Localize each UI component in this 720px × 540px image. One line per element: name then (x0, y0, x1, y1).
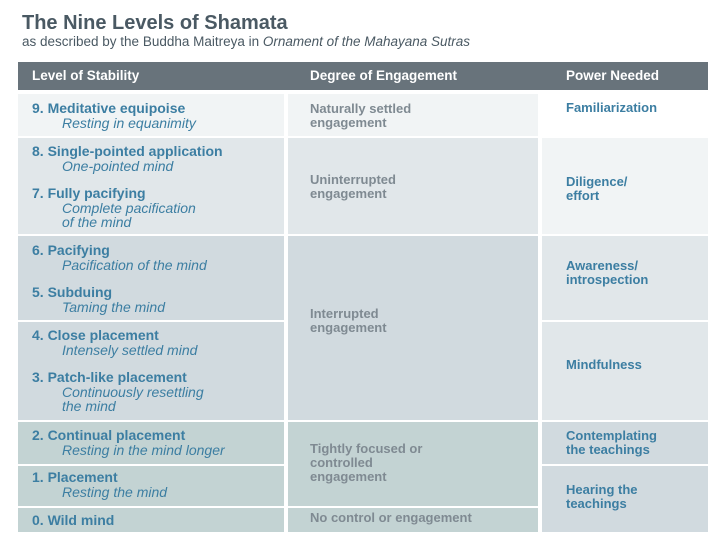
level-row-0 (18, 508, 284, 532)
level-9-name: 9. Meditative equipoise (32, 100, 186, 116)
header-power: Power Needed (566, 68, 660, 83)
level-7-name: 7. Fully pacifying (32, 185, 146, 201)
power-3-line2: introspection (566, 272, 649, 287)
page-subtitle (22, 34, 470, 49)
power-cell-3 (542, 236, 708, 320)
engagement-cell-2 (288, 138, 538, 234)
power-cell-4 (542, 322, 708, 420)
level-7-desc-2: of the mind (62, 214, 132, 230)
subtitle-work: Ornament of the Mahayana Sutras (262, 34, 471, 49)
header-level: Level of Stability (32, 68, 140, 83)
level-group-2 (18, 138, 284, 234)
power-6-line2: teachings (566, 496, 627, 511)
engagement-cell-1 (288, 94, 538, 136)
engagement-5-line1: No control or engagement (310, 510, 472, 525)
level-4-name: 4. Close placement (32, 327, 159, 343)
level-8-name: 8. Single-pointed application (32, 143, 223, 159)
engagement-4-line2: controlled (310, 455, 373, 470)
level-1-desc: Resting the mind (62, 484, 168, 500)
level-group-3b (18, 322, 284, 420)
engagement-cell-4 (288, 422, 538, 506)
power-2-line1: Diligence/ (566, 174, 628, 189)
level-5-desc: Taming the mind (62, 299, 165, 315)
level-4-desc: Intensely settled mind (62, 342, 198, 358)
power-cell-2 (542, 138, 708, 234)
level-row-1 (18, 466, 284, 506)
level-2-name: 2. Continual placement (32, 427, 186, 443)
subtitle-prefix: as described by the Buddha Maitreya in (22, 34, 260, 49)
engagement-cell-3 (288, 236, 538, 420)
power-cell-1 (542, 94, 708, 136)
level-row-2 (18, 422, 284, 464)
level-9-desc: Resting in equanimity (62, 115, 196, 131)
engagement-3-line1: Interrupted (310, 306, 379, 321)
engagement-3-line2: engagement (310, 320, 387, 335)
level-3-desc-2: the mind (62, 398, 116, 414)
table-header (18, 62, 708, 90)
power-2-line2: effort (566, 188, 600, 203)
level-6-name: 6. Pacifying (32, 242, 110, 258)
header-engagement: Degree of Engagement (310, 68, 458, 83)
power-3-line1: Awareness/ (566, 258, 639, 273)
power-5-line1: Contemplating (566, 428, 657, 443)
engagement-4-line3: engagement (310, 469, 387, 484)
level-7-desc: Complete pacification (62, 200, 196, 216)
level-3-name: 3. Patch-like placement (32, 369, 187, 385)
level-1-name: 1. Placement (32, 469, 118, 485)
power-4-line1: Mindfulness (566, 357, 642, 372)
level-2-desc: Resting in the mind longer (62, 442, 225, 458)
power-6-line1: Hearing the (566, 482, 638, 497)
power-cell-5 (542, 422, 708, 464)
engagement-1-line1: Naturally settled (310, 101, 412, 116)
engagement-1-line2: engagement (310, 115, 387, 130)
page-title: The Nine Levels of Shamata (22, 12, 288, 34)
engagement-4-line1: Tightly focused or (310, 441, 423, 456)
engagement-2-line1: Uninterrupted (310, 172, 396, 187)
power-cell-6 (542, 466, 708, 532)
level-6-desc: Pacification of the mind (62, 257, 207, 273)
power-5-line2: the teachings (566, 442, 650, 457)
level-0-name: 0. Wild mind (32, 512, 115, 528)
level-group-1 (18, 94, 284, 136)
level-8-desc: One-pointed mind (62, 158, 174, 174)
engagement-cell-5 (288, 508, 538, 532)
level-group-3a (18, 236, 284, 320)
level-5-name: 5. Subduing (32, 284, 113, 300)
level-3-desc: Continuously resettling (62, 384, 204, 400)
power-1-line1: Familiarization (566, 100, 658, 115)
engagement-2-line2: engagement (310, 186, 387, 201)
